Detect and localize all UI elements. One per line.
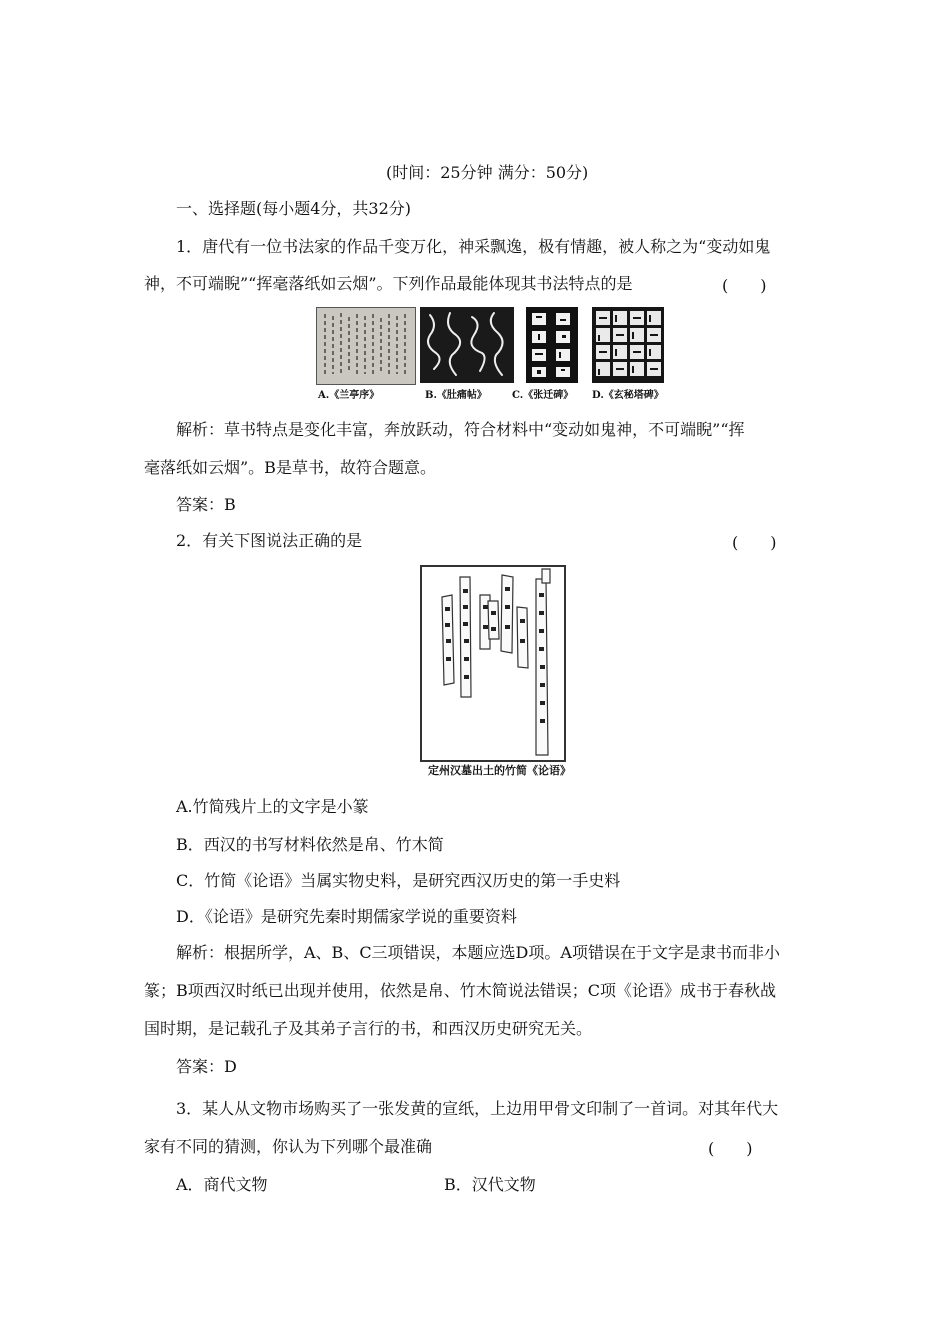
q1-stem-line1: 1．唐代有一位书法家的作品千变万化，神采飘逸，极有情趣，被人称之为“变动如鬼 [176,237,771,256]
q2-option-d: D．《论语》是研究先秦时期儒家学说的重要资料 [176,907,517,926]
q1-answer: 答案：B [176,495,236,514]
q2-stem: 2．有关下图说法正确的是 [176,531,363,550]
q2-option-b: B．西汉的书写材料依然是帛、竹木简 [176,835,444,854]
calligraphy-image-b [420,307,514,383]
q1-stem-line2: 神，不可端睨”“挥毫落纸如云烟”。下列作品最能体现其书法特点的是 [144,274,633,293]
q1-answer-paren: ( ) [722,276,767,295]
q1-analysis-line2: 毫落纸如云烟”。B是草书，故符合题意。 [144,458,436,477]
calligraphy-image-a [316,307,416,385]
q2-option-a: A.竹简残片上的文字是小篆 [176,797,369,816]
q1-analysis-line1: 解析：草书特点是变化丰富，奔放跃动，符合材料中“变动如鬼神，不可端睨”“挥 [176,420,745,439]
figure-caption: 定州汉墓出土的竹简《论语》 [428,764,571,777]
caption-c: C.《张迁碑》 [512,390,574,401]
caption-d: D.《玄秘塔碑》 [592,390,664,401]
q2-analysis-line3: 国时期，是记载孔子及其弟子言行的书，和西汉历史研究无关。 [144,1019,593,1038]
calligraphy-image-c [526,307,578,383]
section-title: 一、选择题(每小题4分，共32分) [176,199,412,218]
q3-answer-paren: ( ) [708,1139,753,1158]
caption-b: B.《肚痛帖》 [425,390,487,401]
q3-stem-line1: 3．某人从文物市场购买了一张发黄的宣纸，上边用甲骨文印制了一首词。对其年代大 [176,1099,779,1118]
q3-option-b: B．汉代文物 [444,1175,536,1194]
q2-answer-paren: ( ) [732,533,777,552]
q2-analysis-line1: 解析：根据所学，A、B、C三项错误，本题应选D项。A项错误在于文字是隶书而非小 [176,943,780,962]
q3-option-a: A．商代文物 [176,1175,268,1194]
bamboo-slips-figure [420,565,566,762]
q2-analysis-line2: 篆；B项西汉时纸已出现并使用，依然是帛、竹木简说法错误；C项《论语》成书于春秋战 [144,981,777,1000]
q2-answer: 答案：D [176,1057,237,1076]
calligraphy-image-d [592,307,664,383]
time-info: (时间：25分钟 满分：50分) [386,163,589,182]
q3-stem-line2: 家有不同的猜测，你认为下列哪个最准确 [144,1137,433,1156]
q2-option-c: C．竹简《论语》当属实物史料，是研究西汉历史的第一手史料 [176,871,621,890]
caption-a: A.《兰亭序》 [318,390,380,401]
